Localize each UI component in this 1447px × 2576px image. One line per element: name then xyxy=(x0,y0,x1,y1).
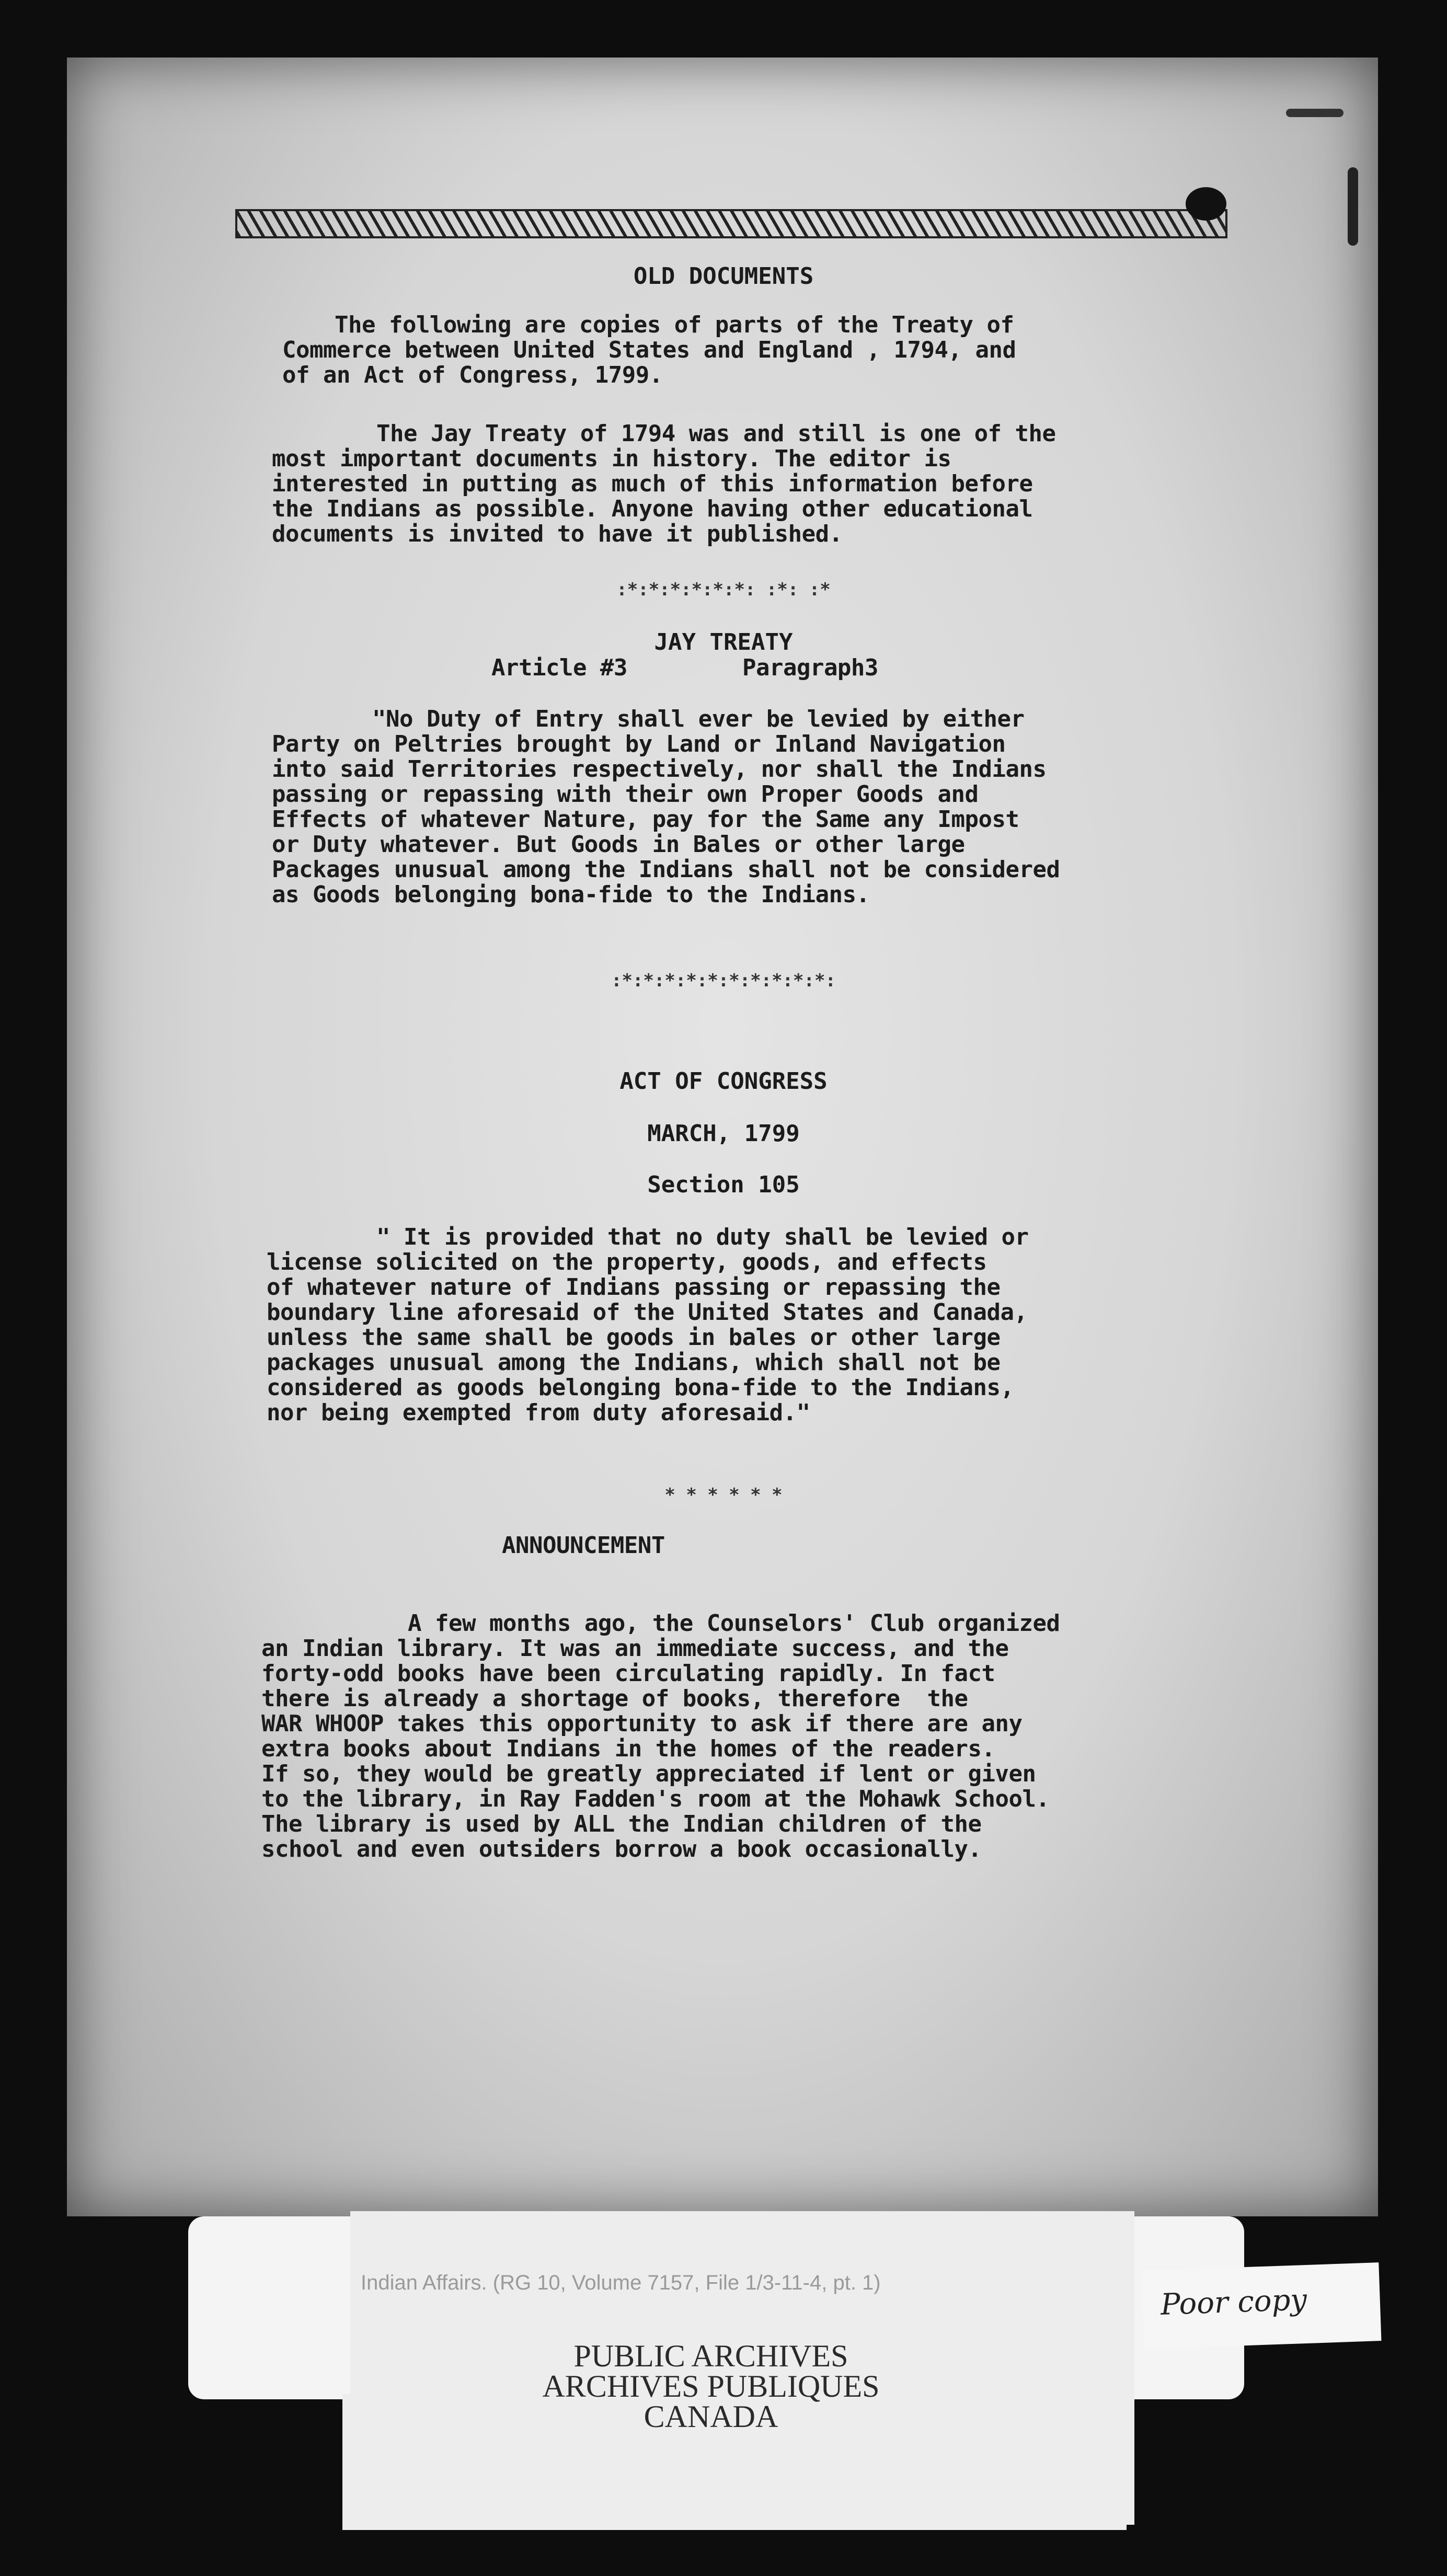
para-line: interested in putting as much of this information before xyxy=(272,470,1033,497)
separator: :*:*:*:*:*:*:*:*:*:*: xyxy=(611,970,836,991)
document-title: OLD DOCUMENTS xyxy=(633,263,814,290)
treaty-quote-line: Packages unusual among the Indians shall not be considered xyxy=(272,856,1060,883)
ink-blot xyxy=(1186,187,1226,221)
announcement-line: school and even outsiders borrow a book occasionally. xyxy=(261,1836,982,1862)
act-section: Section 105 xyxy=(647,1171,800,1198)
separator: :*:*:*:*:*:*: :*: :* xyxy=(616,579,831,600)
para-line: The Jay Treaty of 1794 was and still is one of the xyxy=(376,420,1056,447)
archive-name-fr: ARCHIVES PUBLIQUES xyxy=(542,2369,880,2404)
para-line: most important documents in history. The editor is xyxy=(272,445,951,472)
treaty-quote-line: passing or repassing with their own Proper Goods and xyxy=(272,781,979,808)
treaty-quote-line: as Goods belonging bona-fide to the Indians. xyxy=(272,881,870,908)
act-quote-line: license solicited on the property, goods, and effects xyxy=(267,1249,987,1275)
announcement-heading: ANNOUNCEMENT xyxy=(502,1532,665,1559)
act-date: MARCH, 1799 xyxy=(647,1120,800,1147)
act-heading: ACT OF CONGRESS xyxy=(619,1068,828,1095)
separator: * * * * * * xyxy=(664,1485,783,1505)
edge-mark xyxy=(1286,109,1343,117)
article-label: Article #3 xyxy=(491,654,627,681)
edge-mark xyxy=(1348,167,1358,246)
treaty-quote-line: into said Territories respectively, nor shall the Indians xyxy=(272,756,1047,783)
treaty-quote-line: "No Duty of Entry shall ever be levied by either xyxy=(372,706,1025,732)
treaty-quote-line: Effects of whatever Nature, pay for the Same any Impost xyxy=(272,806,1019,833)
archive-name-en: PUBLIC ARCHIVES xyxy=(573,2339,848,2373)
treaty-quote-line: or Duty whatever. But Goods in Bales or other large xyxy=(272,831,965,858)
treaty-quote-line: Party on Peltries brought by Land or Inland Navigation xyxy=(272,731,1006,757)
announcement-line: If so, they would be greatly appreciated if lent or given xyxy=(261,1761,1036,1787)
intro-line: of an Act of Congress, 1799. xyxy=(282,362,663,388)
intro-line: Commerce between United States and England , 1794, and xyxy=(282,337,1016,363)
intro-line: The following are copies of parts of the Treaty of xyxy=(335,312,1014,338)
announcement-line: The library is used by ALL the Indian children of the xyxy=(261,1811,982,1837)
act-quote-line: of whatever nature of Indians passing or repassing the xyxy=(267,1274,1001,1301)
announcement-line: to the library, in Ray Fadden's room at the Mohawk School. xyxy=(261,1786,1050,1812)
decorative-hatch-bar xyxy=(235,209,1227,238)
paragraph-label: Paragraph3 xyxy=(742,654,878,681)
announcement-line: an Indian library. It was an immediate success, and the xyxy=(261,1635,1009,1662)
archive-country: CANADA xyxy=(644,2399,778,2434)
act-quote-line: boundary line aforesaid of the United States and Canada, xyxy=(267,1299,1028,1326)
announcement-line: there is already a shortage of books, therefore the xyxy=(261,1685,968,1712)
act-quote-line: considered as goods belonging bona-fide to the Indians, xyxy=(267,1374,1014,1401)
act-quote-line: packages unusual among the Indians, which shall not be xyxy=(267,1349,1001,1376)
para-line: documents is invited to have it published. xyxy=(272,521,843,547)
act-quote-line: unless the same shall be goods in bales or other large xyxy=(267,1324,1001,1351)
announcement-line: A few months ago, the Counselors' Club organized xyxy=(408,1610,1060,1637)
announcement-line: extra books about Indians in the homes of the readers. xyxy=(261,1735,995,1762)
handwritten-note: Poor copy xyxy=(1159,2283,1308,2322)
archive-reference: Indian Affairs. (RG 10, Volume 7157, File 1/3-11-4, pt. 1) xyxy=(361,2271,881,2294)
para-line: the Indians as possible. Anyone having other educational xyxy=(272,496,1033,522)
act-quote-line: " It is provided that no duty shall be levied or xyxy=(376,1224,1029,1250)
announcement-line: forty-odd books have been circulating rapidly. In fact xyxy=(261,1660,995,1687)
act-quote-line: nor being exempted from duty aforesaid." xyxy=(267,1399,810,1426)
announcement-line: WAR WHOOP takes this opportunity to ask if there are any xyxy=(261,1710,1023,1737)
jay-treaty-heading: JAY TREATY xyxy=(654,629,793,656)
